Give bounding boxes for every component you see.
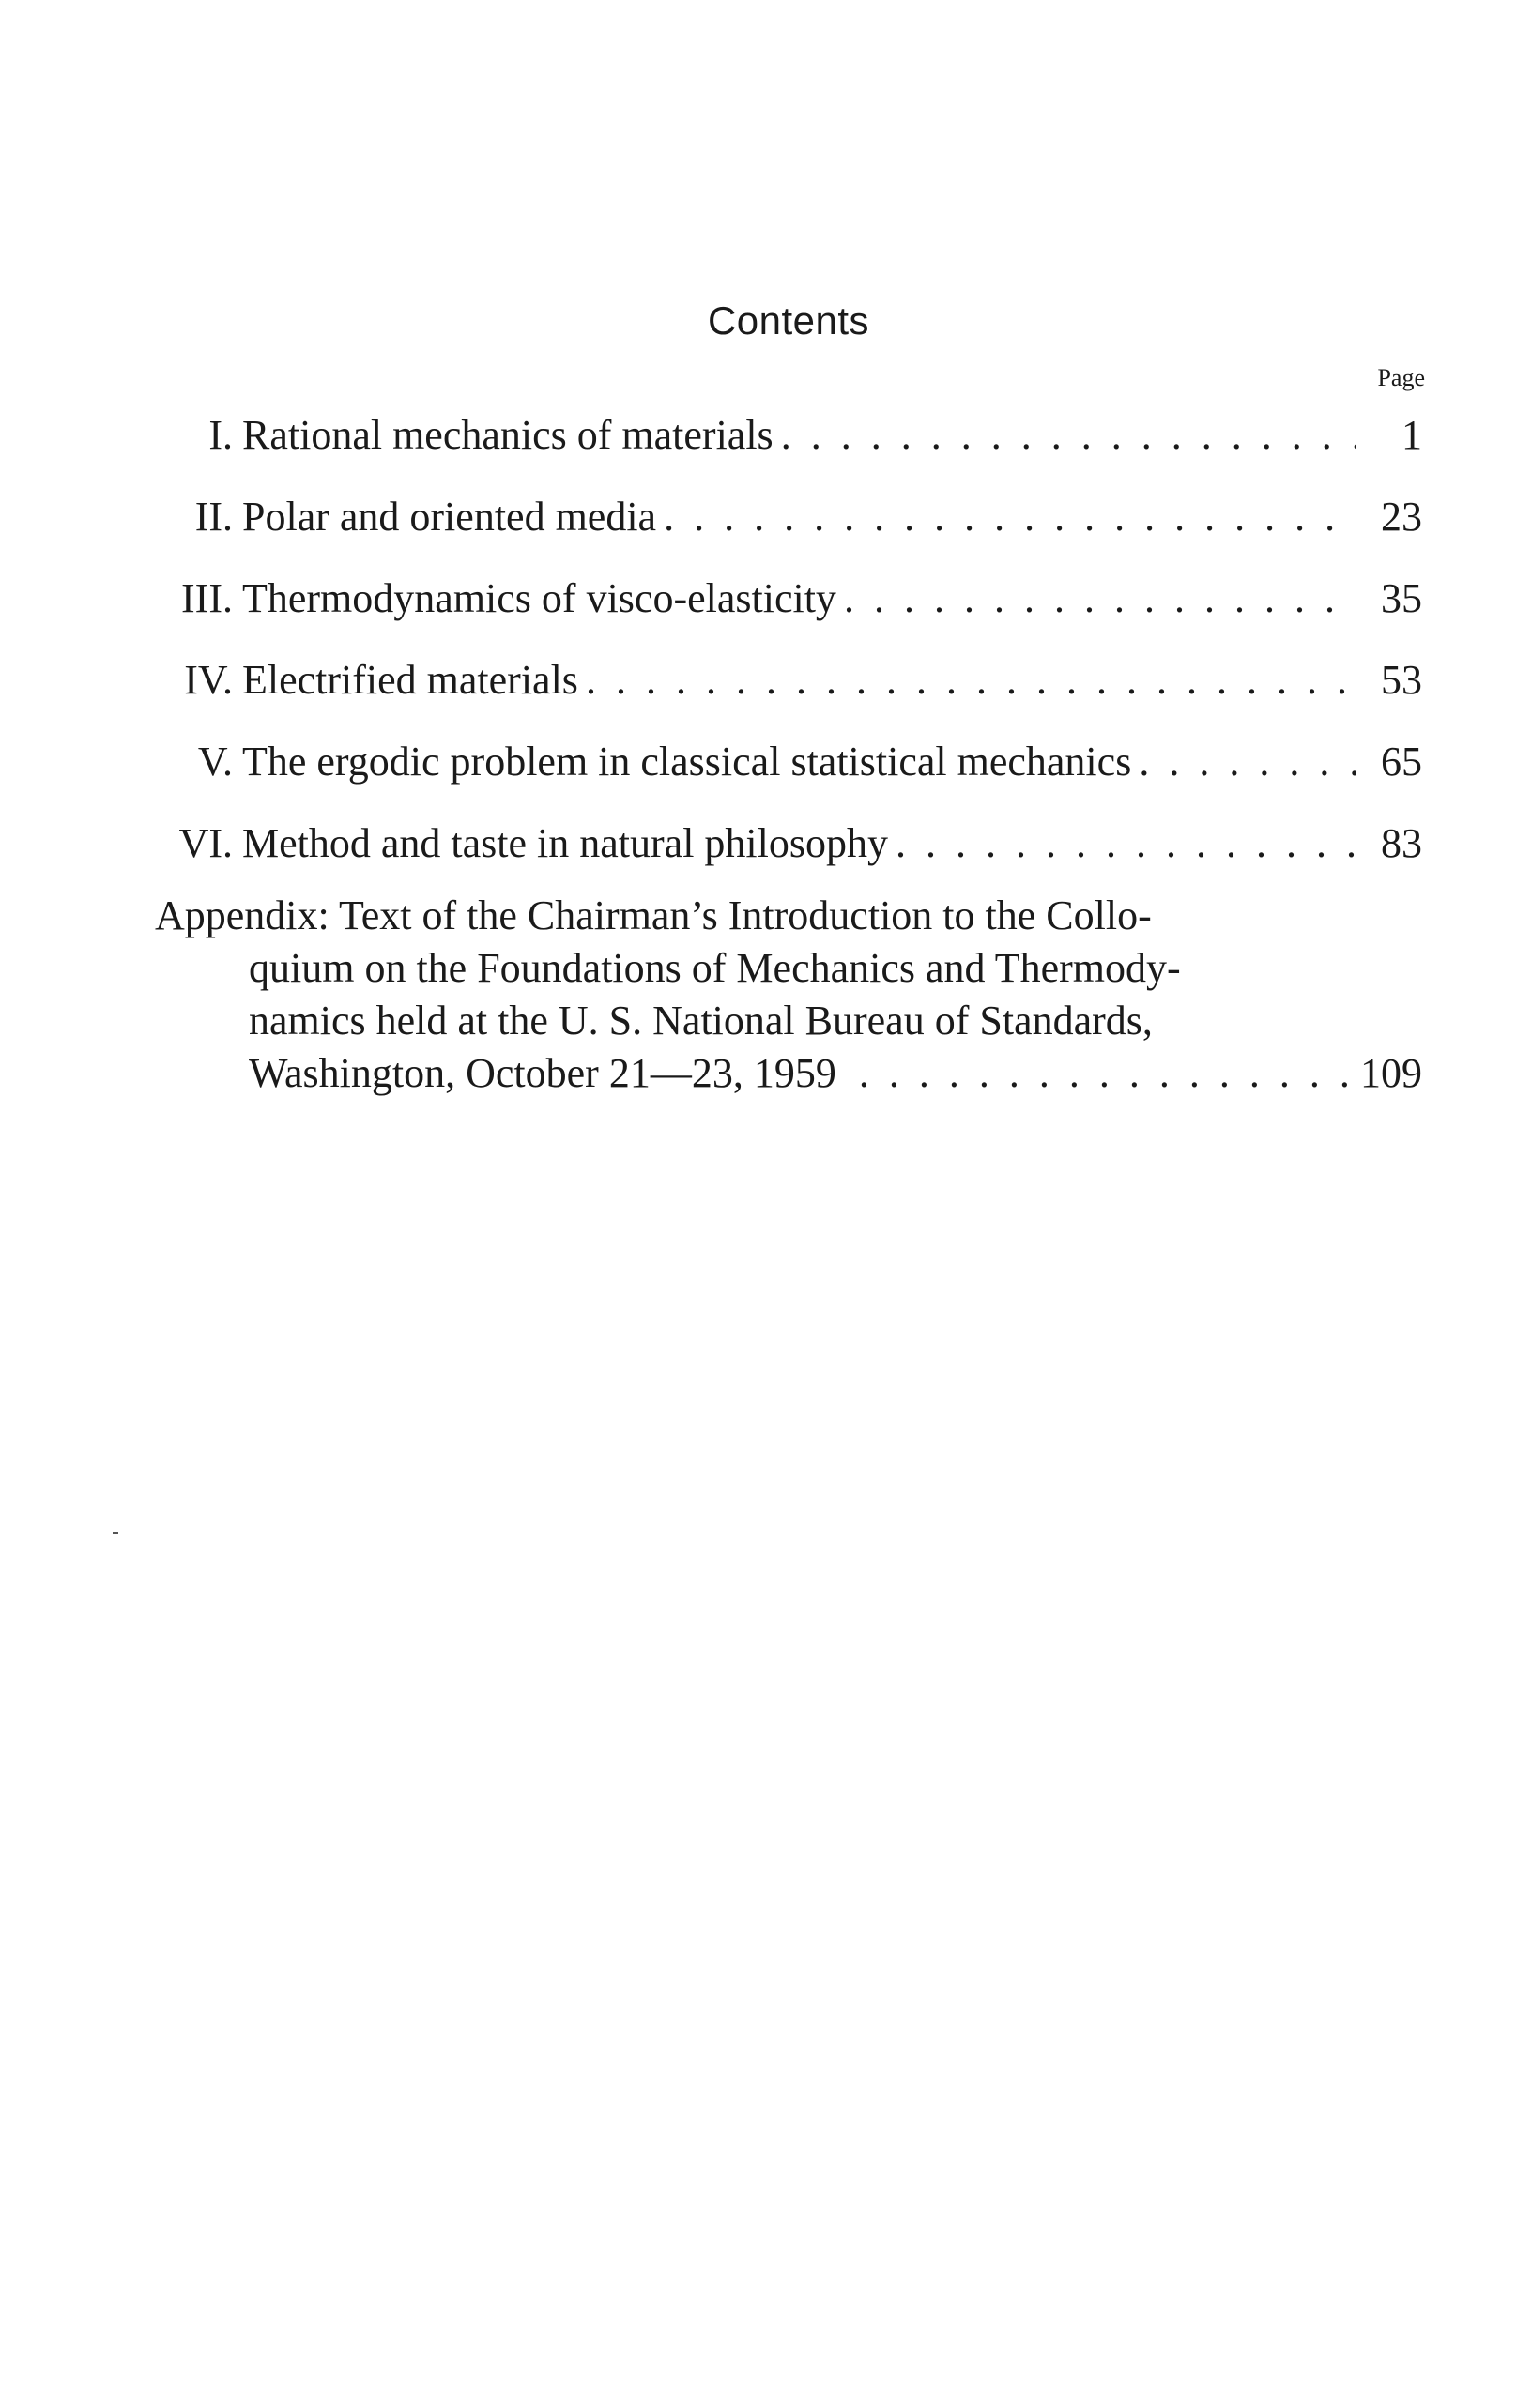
toc-numeral: II. (194, 494, 233, 540)
toc-page-number: 65 (1381, 739, 1422, 785)
toc-page-number: 35 (1381, 575, 1422, 621)
toc-title: Thermodynamics of visco-elasticity (242, 575, 836, 621)
toc-entry-1[interactable] (155, 394, 1422, 476)
toc-numeral: VI. (178, 820, 233, 866)
page-column-heading: Page (1377, 364, 1425, 391)
toc-entry-4[interactable] (155, 639, 1422, 721)
appendix-line-4-row (155, 1047, 1422, 1100)
toc-numeral: IV. (184, 657, 233, 703)
toc-entry-3[interactable] (155, 557, 1422, 639)
toc-title: Method and taste in natural philosophy (242, 820, 888, 866)
table-of-contents (155, 394, 1422, 884)
toc-title: The ergodic problem in classical statistical mechanics (242, 739, 1132, 785)
toc-numeral: I. (208, 412, 233, 458)
toc-title: Electrified materials (242, 657, 578, 703)
dot-leader (888, 802, 1356, 884)
dot-leader (656, 476, 1356, 557)
dot-leader (1131, 721, 1356, 802)
toc-page-number: 83 (1381, 820, 1422, 866)
toc-title: Rational mechanics of materials (242, 412, 774, 458)
toc-page-number: 23 (1381, 494, 1422, 540)
dot-leader (836, 1047, 1356, 1100)
stray-print-mark (113, 1532, 118, 1534)
toc-title: Polar and oriented media (242, 494, 657, 540)
appendix-line-1: Appendix: Text of the Chairman’s Introduction to the Collo- (155, 892, 1152, 938)
appendix-line-2: quium on the Foundations of Mechanics and Thermody- (249, 945, 1181, 991)
toc-entry-6[interactable] (155, 802, 1422, 884)
toc-entry-5[interactable] (155, 721, 1422, 802)
toc-entry-2[interactable] (155, 476, 1422, 557)
dot-leader (836, 557, 1356, 639)
toc-page-number: 1 (1402, 412, 1422, 458)
appendix-line-3: namics held at the U. S. National Bureau of Standards, (249, 998, 1153, 1044)
toc-page-number: 53 (1381, 657, 1422, 703)
appendix-line-4: Washington, October 21—23, 1959 (249, 1050, 836, 1096)
toc-entry-appendix[interactable] (155, 890, 1422, 1100)
toc-numeral: V. (197, 739, 233, 785)
toc-page-number: 109 (1360, 1050, 1422, 1096)
toc-numeral: III. (181, 575, 233, 621)
page-title: Contents (707, 298, 870, 343)
dot-leader (774, 394, 1356, 476)
dot-leader (578, 639, 1356, 721)
